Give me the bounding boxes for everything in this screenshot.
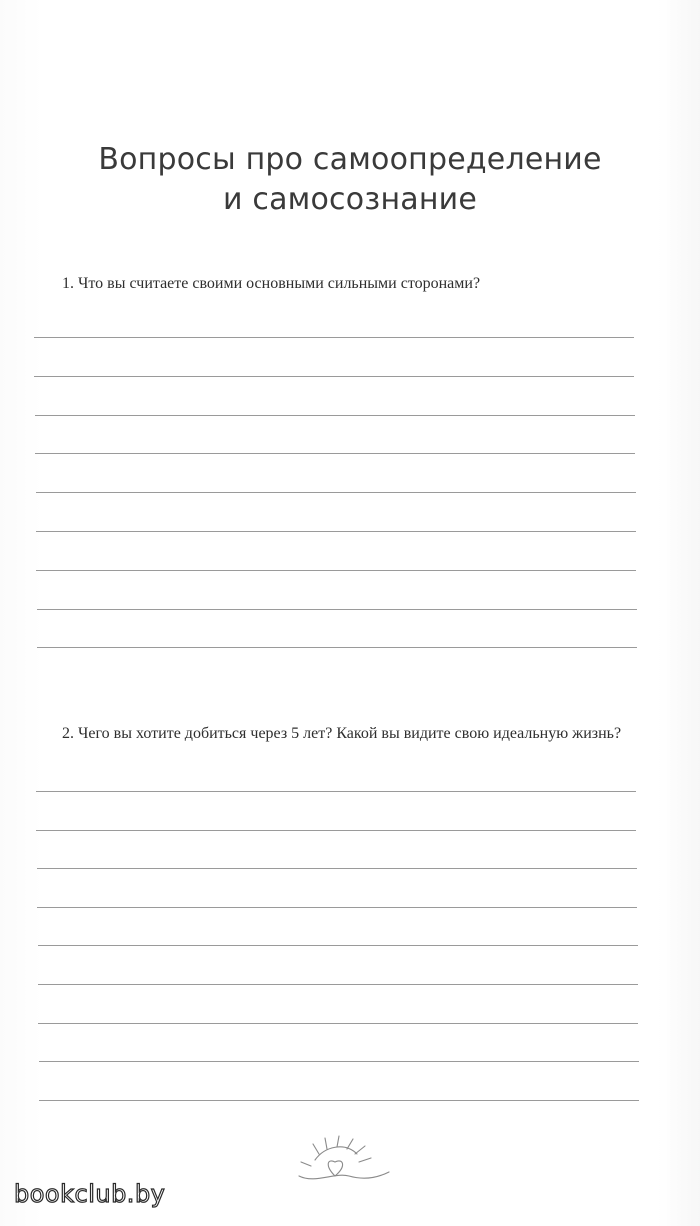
answer-line bbox=[34, 376, 634, 377]
answer-line bbox=[35, 415, 635, 416]
answer-line bbox=[37, 868, 637, 869]
answer-line bbox=[38, 1023, 638, 1024]
answer-line bbox=[39, 1100, 639, 1101]
answer-line bbox=[38, 984, 638, 985]
answer-line bbox=[36, 830, 636, 831]
answer-line bbox=[34, 337, 634, 338]
page-title-line-1: Вопросы про самоопределение bbox=[98, 142, 602, 177]
answer-line bbox=[38, 945, 638, 946]
answer-line bbox=[36, 791, 636, 792]
answer-line bbox=[36, 570, 636, 571]
watermark: bookclub.by bbox=[14, 1180, 166, 1208]
question-1: 1. Что вы считаете своими основными сильными сторонами? bbox=[62, 275, 481, 292]
question-2: 2. Чего вы хотите добиться через 5 лет? Какой вы видите свою идеальную жизнь? bbox=[62, 725, 622, 742]
answer-line bbox=[35, 453, 635, 454]
answer-line bbox=[36, 531, 636, 532]
answer-line bbox=[36, 492, 636, 493]
answer-line bbox=[39, 1061, 639, 1062]
answer-line bbox=[37, 609, 637, 610]
answer-line bbox=[37, 647, 637, 648]
sun-heart-doodle-icon bbox=[285, 1132, 395, 1192]
page-title-line-2: и самосознание bbox=[222, 182, 478, 217]
answer-line bbox=[37, 907, 637, 908]
